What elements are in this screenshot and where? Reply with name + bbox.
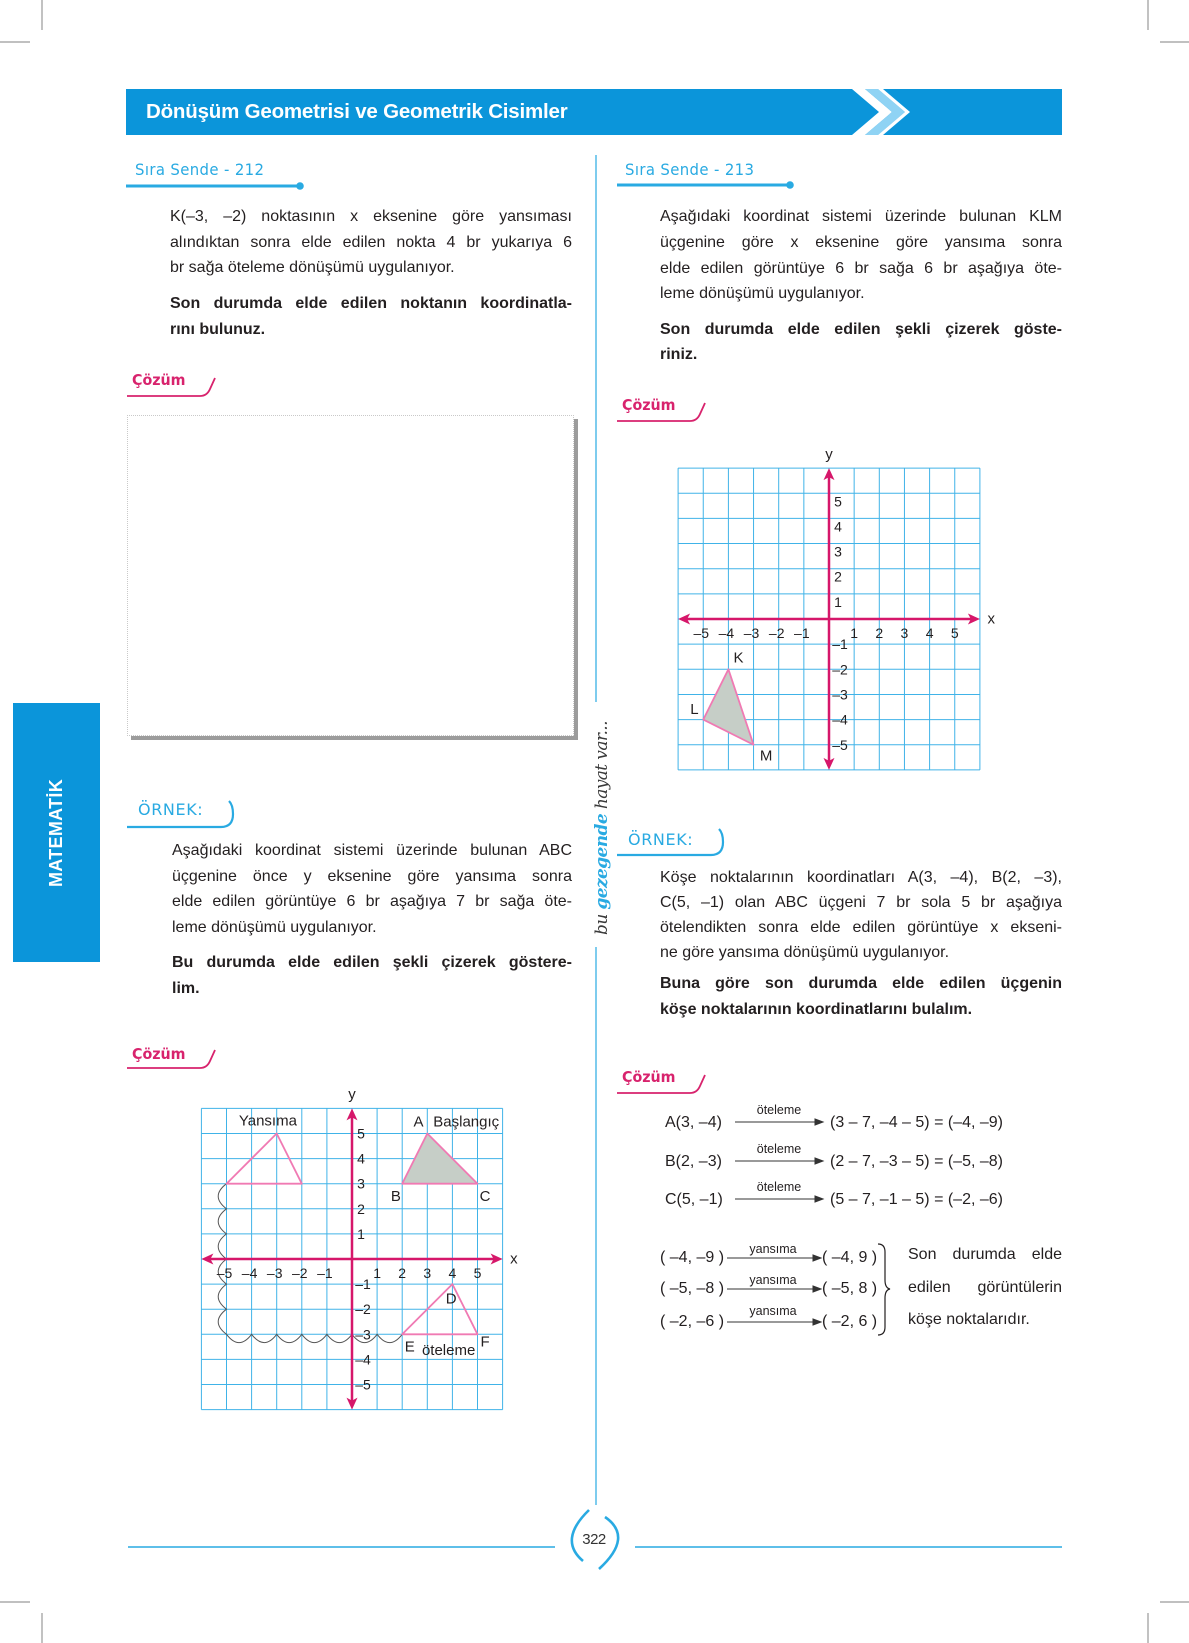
y-tick-label: 5 xyxy=(834,493,842,510)
example-title: ÖRNEK: xyxy=(138,800,204,819)
answer-box xyxy=(127,415,574,736)
exercise-text-line: üçgenine göre x eksenine göre yansıma sonra xyxy=(660,234,1062,251)
x-tick-label: –4 xyxy=(718,624,735,641)
solution-label: Çözüm xyxy=(132,371,186,389)
example-text-line: Aşağıdaki koordinat sistemi üzerinde bulunan ABC xyxy=(172,842,572,859)
arrow-head xyxy=(815,1196,823,1202)
x-tick-label: –2 xyxy=(768,624,785,641)
y-tick-label: 1 xyxy=(834,593,842,610)
conclusion-line: edilen görüntülerin xyxy=(908,1279,1062,1296)
example-text-line: C(5, –1) olan ABC üçgeni 7 br sola 5 br aşağıya xyxy=(660,894,1062,911)
reflection-source: ( –4, –9 ) xyxy=(660,1249,725,1266)
x-axis-label: x xyxy=(987,610,995,628)
coordinate-grid-klm xyxy=(660,440,1010,780)
x-tick-label: 1 xyxy=(850,624,859,641)
y-tick-label: 3 xyxy=(357,1175,365,1192)
y-tick-label: 5 xyxy=(357,1125,365,1142)
exercise-question-line: rını bulunuz. xyxy=(170,321,266,338)
solution-label: Çözüm xyxy=(622,396,676,414)
reflection-source: ( –5, –8 ) xyxy=(660,1280,725,1297)
point-label: Yansıma xyxy=(238,1112,297,1130)
x-tick-label: 3 xyxy=(900,624,909,641)
exercise-question-line: Son durumda elde edilen şekli çizerek göste- xyxy=(660,321,1062,338)
exercise-text-line: br sağa öteleme dönüşümü uygulanıyor. xyxy=(170,259,455,276)
example-text-line: üçgenine önce y eksenine göre yansıma sonra xyxy=(172,868,572,885)
subject-tab xyxy=(13,703,100,962)
curly-brace xyxy=(878,1244,890,1335)
translation-source: A(3, –4) xyxy=(665,1114,722,1131)
translation-label: öteleme xyxy=(756,1142,802,1156)
arrow-head xyxy=(815,1158,823,1164)
tagline-highlight: gezegende xyxy=(592,813,612,910)
y-tick-label: –3 xyxy=(832,686,848,703)
example-question-line: köşe noktalarının koordinatlarını bulalım. xyxy=(660,1001,973,1018)
y-tick-label: –4 xyxy=(355,1351,371,1368)
example-text-line: ötelendikten sonra elde edilen görüntüye x ekseni- xyxy=(660,919,1062,936)
translation-label: öteleme xyxy=(756,1103,802,1117)
example-title: ÖRNEK: xyxy=(628,830,694,849)
reflection-source: ( –2, –6 ) xyxy=(660,1313,725,1330)
reflection-result: ( –5, 8 ) xyxy=(822,1280,878,1297)
x-tick-label: 5 xyxy=(473,1264,482,1281)
conclusion-line: köşe noktalarıdır. xyxy=(908,1311,1030,1328)
exercise-question-line: riniz. xyxy=(660,346,698,363)
point-label: B xyxy=(390,1187,401,1205)
reflection-label: yansıma xyxy=(749,1304,797,1318)
y-tick-label: 1 xyxy=(357,1225,365,1242)
x-tick-label: 4 xyxy=(925,624,934,641)
translation-label: öteleme xyxy=(756,1180,802,1194)
y-tick-label: 2 xyxy=(357,1200,365,1217)
scalloped-boundary xyxy=(218,1184,402,1343)
exercise-title: Sıra Sende - 213 xyxy=(625,160,755,179)
arrow-head xyxy=(815,1119,823,1125)
x-tick-label: –5 xyxy=(693,624,710,641)
y-tick-label: 3 xyxy=(834,543,842,560)
x-tick-label: –2 xyxy=(292,1264,308,1281)
coordinate-grid-abc xyxy=(180,1080,530,1420)
translation-result: (2 – 7, –3 – 5) = (–5, –8) xyxy=(830,1153,1003,1170)
x-tick-label: –3 xyxy=(266,1264,283,1281)
point-label: A xyxy=(413,1113,424,1131)
x-tick-label: 3 xyxy=(423,1264,432,1281)
y-tick-label: –3 xyxy=(355,1326,371,1343)
solution-label: Çözüm xyxy=(132,1045,186,1063)
underline-dot xyxy=(786,181,794,189)
translation-result: (5 – 7, –1 – 5) = (–2, –6) xyxy=(830,1191,1003,1208)
y-axis-label: y xyxy=(825,445,833,463)
exercise-title: Sıra Sende - 212 xyxy=(135,160,265,179)
chapter-header xyxy=(126,89,1062,135)
y-tick-label: –1 xyxy=(355,1276,371,1293)
point-label: D xyxy=(445,1290,457,1308)
example-text-line: leme dönüşümü uygulanıyor. xyxy=(172,919,377,936)
y-tick-label: –4 xyxy=(832,711,848,728)
point-label: K xyxy=(733,649,744,667)
point-label: L xyxy=(690,701,699,719)
y-tick-label: –1 xyxy=(832,636,848,653)
y-tick-label: –2 xyxy=(355,1301,371,1318)
reflection-label: yansıma xyxy=(749,1242,797,1256)
exercise-question-line: Son durumda elde edilen noktanın koordinatla- xyxy=(170,295,572,312)
x-tick-label: –1 xyxy=(794,624,810,641)
example-text-line: elde edilen görüntüye 6 br aşağıya 7 br sağa öte- xyxy=(172,893,572,910)
point-label: C xyxy=(479,1187,491,1205)
example-question-line: lim. xyxy=(172,980,200,997)
x-tick-label: 4 xyxy=(448,1264,457,1281)
x-tick-label: –5 xyxy=(216,1264,233,1281)
x-tick-label: 1 xyxy=(373,1264,381,1281)
x-tick-label: –4 xyxy=(241,1264,258,1281)
y-tick-label: –5 xyxy=(355,1376,371,1393)
x-tick-label: –3 xyxy=(743,624,760,641)
exercise-text-line: Aşağıdaki koordinat sistemi üzerinde bulunan KLM xyxy=(660,208,1062,225)
exercise-text-line: leme dönüşümü uygulanıyor. xyxy=(660,285,865,302)
tagline-suffix: hayat var... xyxy=(592,721,612,814)
y-tick-label: 4 xyxy=(357,1150,365,1167)
y-tick-label: 4 xyxy=(834,518,842,535)
y-tick-label: –5 xyxy=(832,736,848,753)
x-tick-label: –1 xyxy=(317,1264,333,1281)
point-label: F xyxy=(480,1333,490,1351)
translation-source: C(5, –1) xyxy=(665,1191,723,1208)
point-label: E xyxy=(404,1338,415,1356)
x-tick-label: 5 xyxy=(950,624,959,641)
tagline xyxy=(589,713,615,943)
arrow-head xyxy=(813,1319,821,1325)
point-label: öteleme xyxy=(421,1342,476,1360)
exercise-text-line: K(–3, –2) noktasının x eksenine göre yansıması xyxy=(170,208,572,225)
reflection-result: ( –2, 6 ) xyxy=(822,1313,878,1330)
example-text-line: Köşe noktalarının koordinatları A(3, –4), B(2, –3), xyxy=(660,869,1062,886)
exercise-text-line: alındıktan sonra elde edilen nokta 4 br yukarıya 6 xyxy=(170,234,572,251)
tagline-prefix: bu xyxy=(592,909,612,935)
point-label: Başlangıç xyxy=(433,1113,500,1131)
x-tick-label: 2 xyxy=(398,1264,407,1281)
chevron-icon xyxy=(848,89,918,135)
solution-label: Çözüm xyxy=(622,1068,676,1086)
reflection-label: yansıma xyxy=(749,1273,797,1287)
y-tick-label: –2 xyxy=(832,661,848,678)
chapter-title: Dönüşüm Geometrisi ve Geometrik Cisimler xyxy=(146,100,568,123)
x-axis-label: x xyxy=(510,1250,518,1268)
exercise-text-line: elde edilen görüntüye 6 br sağa 6 br aşağıya öte- xyxy=(660,260,1062,277)
conclusion-line: Son durumda elde xyxy=(908,1246,1062,1263)
underline-dot xyxy=(296,182,304,190)
example-question-line: Buna göre son durumda elde edilen üçgenin xyxy=(660,975,1062,992)
example-question-line: Bu durumda elde edilen şekli çizerek göstere- xyxy=(172,954,572,971)
page-number: 322 xyxy=(582,1531,606,1548)
reflection-result: ( –4, 9 ) xyxy=(822,1249,878,1266)
x-tick-label: 2 xyxy=(875,624,884,641)
subject-label: MATEMATİK xyxy=(46,779,66,888)
y-axis-label: y xyxy=(348,1086,356,1104)
translation-source: B(2, –3) xyxy=(665,1153,722,1170)
y-tick-label: 2 xyxy=(834,568,842,585)
translation-result: (3 – 7, –4 – 5) = (–4, –9) xyxy=(830,1114,1003,1131)
example-text-line: ne göre yansıma dönüşümü uygulanıyor. xyxy=(660,944,950,961)
point-label: M xyxy=(759,747,773,765)
